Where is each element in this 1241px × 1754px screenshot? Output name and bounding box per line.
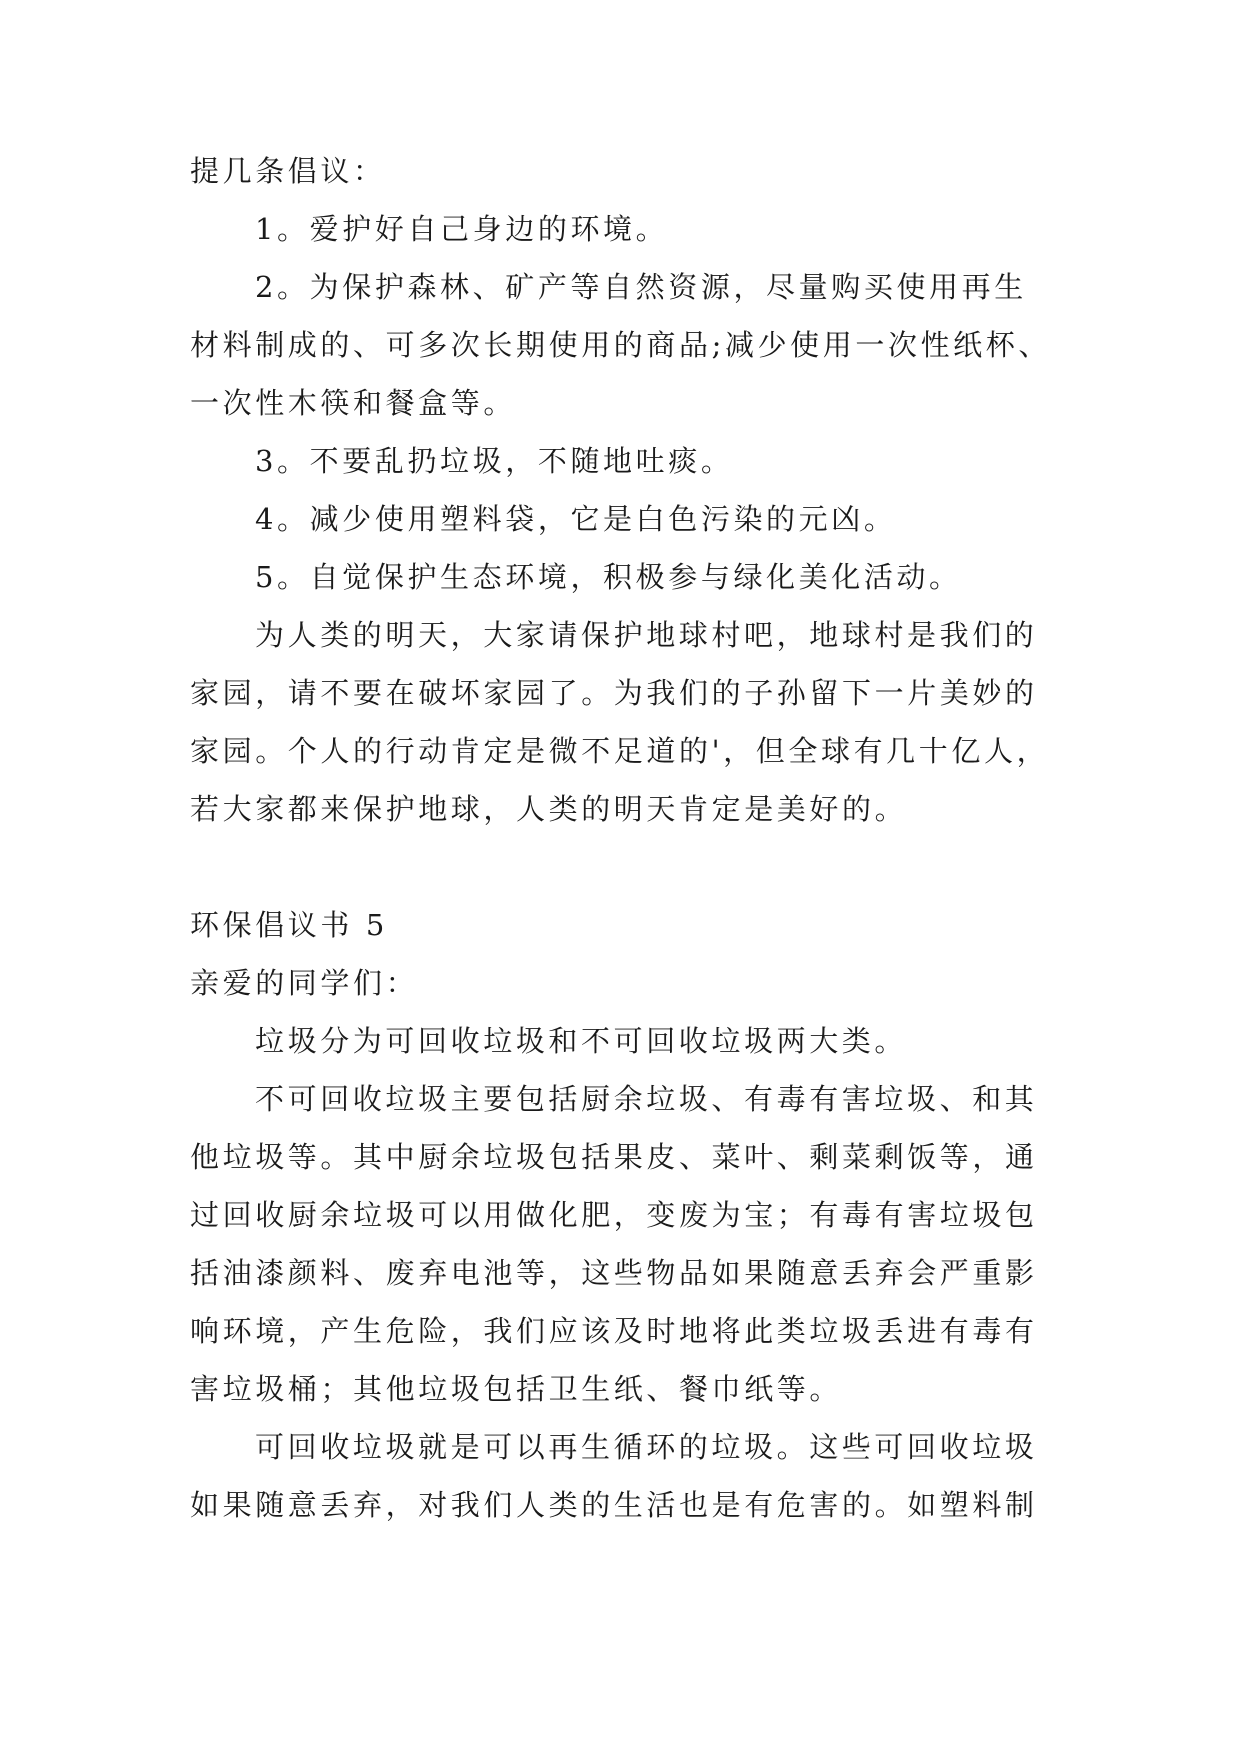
section-heading: 环保倡议书 5 xyxy=(190,908,388,942)
text-line: 5。自觉保护生态环境，积极参与绿化美化活动。 xyxy=(255,560,962,594)
text-line: 若大家都来保护地球，人类的明天肯定是美好的。 xyxy=(190,792,908,826)
text-line: 括油漆颜料、废弃电池等，这些物品如果随意丢弃会严重影 xyxy=(190,1256,1038,1290)
text-line: 2。为保护森林、矿产等自然资源，尽量购买使用再生 xyxy=(255,270,1027,304)
text-line: 可回收垃圾就是可以再生循环的垃圾。这些可回收垃圾 xyxy=(255,1430,1038,1464)
text-line: 材料制成的、可多次长期使用的商品;减少使用一次性纸杯、 xyxy=(190,328,1051,362)
text-line: 一次性木筷和餐盒等。 xyxy=(190,386,517,420)
text-line: 垃圾分为可回收垃圾和不可回收垃圾两大类。 xyxy=(255,1024,908,1058)
text-line: 4。减少使用塑料袋，它是白色污染的元凶。 xyxy=(255,502,897,536)
text-line: 家园。个人的行动肯定是微不足道的'，但全球有几十亿人， xyxy=(190,734,1050,768)
text-line: 响环境，产生危险，我们应该及时地将此类垃圾丢进有毒有 xyxy=(190,1314,1038,1348)
text-line: 为人类的明天，大家请保护地球村吧，地球村是我们的 xyxy=(255,618,1038,652)
text-line: 家园，请不要在破坏家园了。为我们的子孙留下一片美妙的 xyxy=(190,676,1038,710)
text-line: 害垃圾桶；其他垃圾包括卫生纸、餐巾纸等。 xyxy=(190,1372,843,1406)
text-line: 提几条倡议： xyxy=(190,154,386,188)
text-line: 他垃圾等。其中厨余垃圾包括果皮、菜叶、剩菜剩饭等，通 xyxy=(190,1140,1038,1174)
text-line: 不可回收垃圾主要包括厨余垃圾、有毒有害垃圾、和其 xyxy=(255,1082,1038,1116)
text-line: 过回收厨余垃圾可以用做化肥，变废为宝；有毒有害垃圾包 xyxy=(190,1198,1038,1232)
text-line: 如果随意丢弃，对我们人类的生活也是有危害的。如塑料制 xyxy=(190,1488,1038,1522)
text-line: 3。不要乱扔垃圾，不随地吐痰。 xyxy=(255,444,734,478)
salutation: 亲爱的同学们： xyxy=(190,966,419,1000)
text-line: 1。爱护好自己身边的环境。 xyxy=(255,212,669,246)
